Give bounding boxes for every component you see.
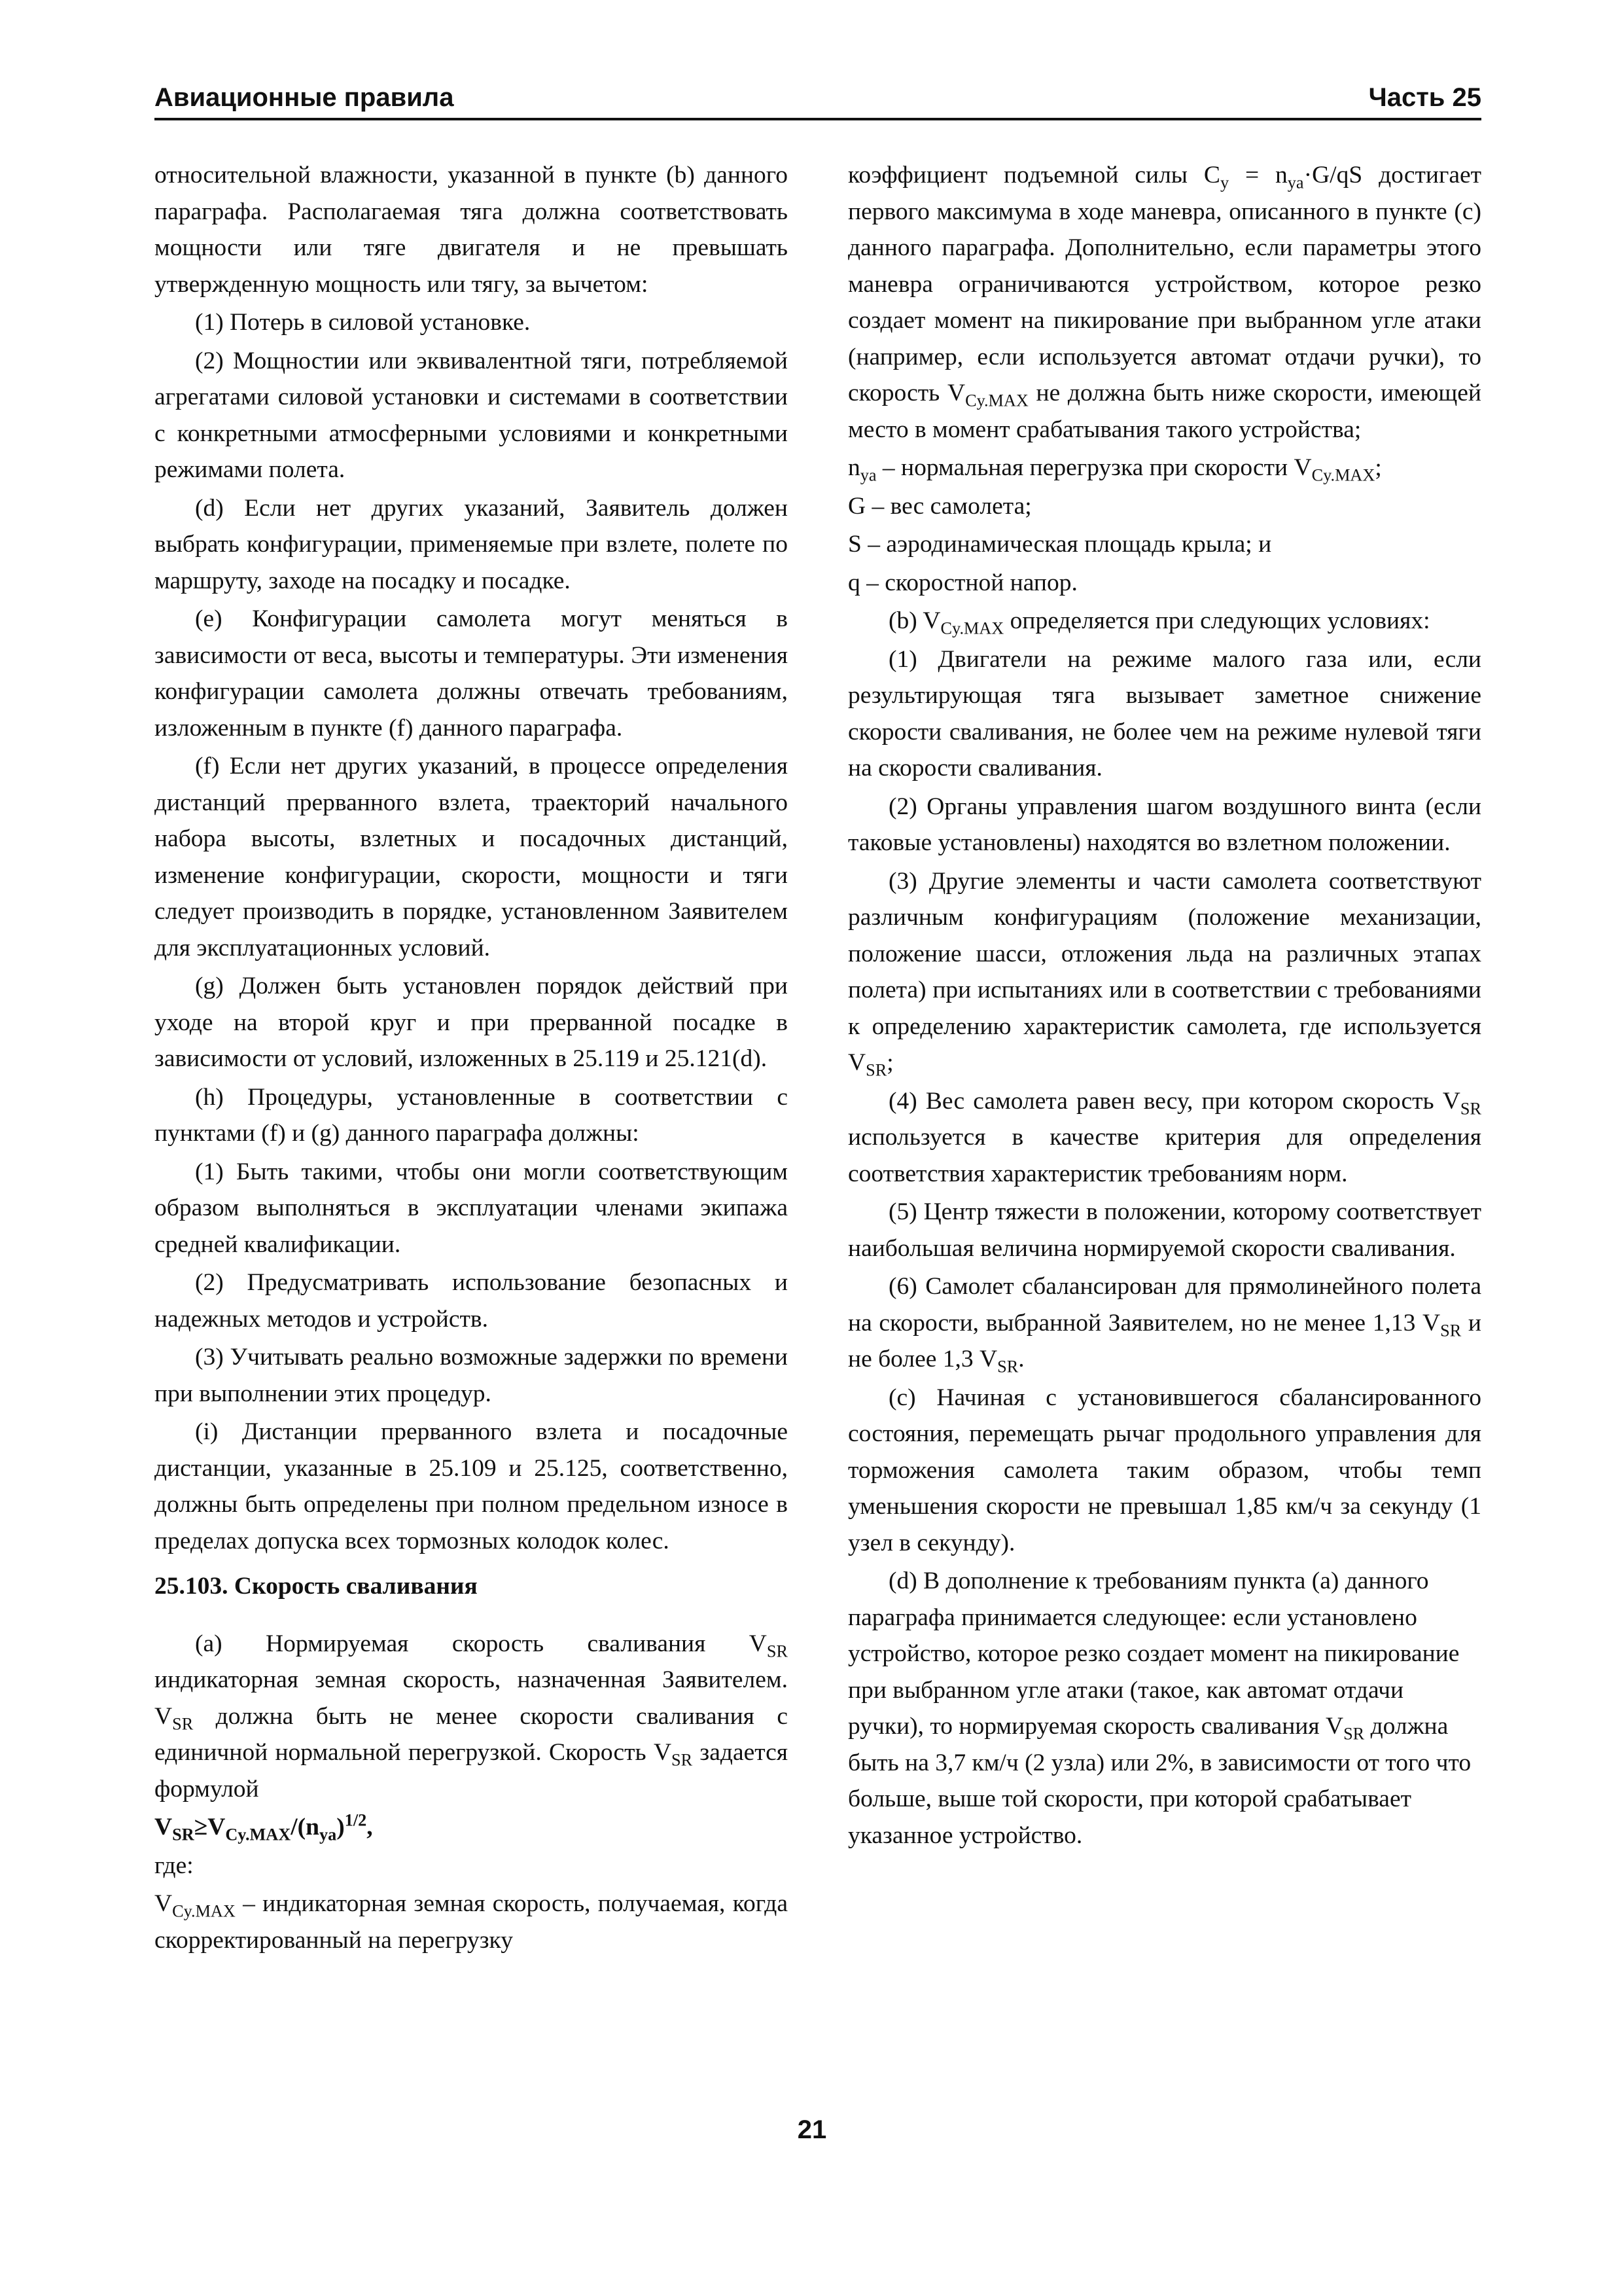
- text-run: (3) Другие элементы и части самолета соответствуют различным конфигурациям (положение механизации, положение шасси, отложения льда на различных этапах полета) при испытаниях или в соответствии с требованиями к определению характеристик самолета, где используется V: [848, 867, 1481, 1076]
- text-run: (a) Нормируемая скорость сваливания V: [195, 1630, 767, 1657]
- text-run: ;: [887, 1049, 894, 1076]
- text-run: ;: [1375, 454, 1382, 481]
- definition-s: S – аэродинамическая площадь крыла; и: [848, 531, 1272, 558]
- text-run: индикаторная земная скорость, назначенная Заявителем. V: [154, 1666, 788, 1730]
- text-run: (6) Самолет сбалансирован для прямолинейного полета на скорости, выбранной Заявителем, но не менее 1,13 V: [848, 1273, 1481, 1336]
- text-run: не должна быть ниже скорости, имеющей место в момент срабатывания такого устройства;: [848, 380, 1482, 443]
- text-run: коэффициент подъемной силы C: [848, 162, 1220, 188]
- subscript: Cy.MAX: [225, 1825, 291, 1844]
- text-run: (b) V: [889, 607, 941, 634]
- text-run: ): [336, 1814, 345, 1840]
- paragraph: (2) Мощностии или эквивалентной тяги, потребляемой агрегатами силовой установки и системами в соответствии с конкретными атмосферными условиями и конкретными режимами полета.: [154, 347, 788, 483]
- subscript: SR: [997, 1357, 1019, 1376]
- subscript: Cy.MAX: [172, 1901, 236, 1921]
- left-column: [154, 157, 788, 1960]
- definition-q: q – скоростной напор.: [848, 569, 1078, 596]
- paragraph: (h) Процедуры, установленные в соответствии с пунктами (f) и (g) данного параграфа должны:: [154, 1083, 788, 1147]
- superscript: 1/2: [344, 1810, 367, 1830]
- subscript: SR: [172, 1714, 194, 1733]
- paragraph: (1) Двигатели на режиме малого газа или, если результирующая тяга вызывает заметное снижение скорости сваливания, не более чем на режиме нулевой тяги на скорости сваливания.: [848, 645, 1481, 781]
- header-title: Авиационные правила: [154, 83, 454, 112]
- right-column: [848, 157, 1481, 1856]
- paragraph: [848, 863, 1481, 1081]
- definition-nya: [848, 450, 1481, 486]
- text-run: задается формулой: [154, 1739, 788, 1803]
- paragraph: (c) Начиная с установившегося сбалансированного состояния, перемещать рычаг продольного управления для торможения самолета таким образом, чтобы темп уменьшения скорости не превышал 1,85 км/ч за секунду (1 узел в секунду).: [848, 1384, 1481, 1556]
- text-run: определяется при следующих условиях:: [1004, 607, 1430, 634]
- paragraph: (g) Должен быть установлен порядок действий при уходе на второй круг и при прерванной посадке в зависимости от условий, изложенных в 25.119 и 25.121(d).: [154, 973, 788, 1072]
- subscript: SR: [172, 1825, 194, 1844]
- definition-g: G – вес самолета;: [848, 492, 1032, 520]
- text-run: – индикаторная земная скорость, получаемая, когда скорректированный на перегрузку: [154, 1890, 788, 1954]
- paragraph: (d) Если нет других указаний, Заявитель должен выбрать конфигурации, применяемые при взлете, полете по маршруту, заходе на посадку и посадке.: [154, 494, 788, 594]
- paragraph: (3) Учитывать реально возможные задержки по времени при выполнении этих процедур.: [154, 1344, 788, 1407]
- paragraph-a: [154, 1626, 788, 1808]
- subscript: SR: [1460, 1099, 1481, 1118]
- text-run: ·G/qS достигает первого максимума в ходе маневра, описанного в пункте (c) данного параграфа. Дополнительно, если параметры этого маневра ограничиваются устройством, которое резко создает момент на пикирование при выбранном угле атаки (например, если используется автомат отдачи ручки), то скорость V: [848, 162, 1482, 406]
- text-run: (4) Вес самолета равен весу, при котором скорость V: [889, 1087, 1460, 1115]
- subscript: Cy.MAX: [1311, 465, 1375, 485]
- paragraph: [848, 1563, 1481, 1854]
- text-run: V: [154, 1890, 173, 1917]
- text-run: = n: [1229, 162, 1288, 188]
- subscript: SR: [1343, 1724, 1365, 1744]
- paragraph: [848, 157, 1481, 448]
- subscript: SR: [866, 1060, 887, 1080]
- paragraph-b: [848, 603, 1481, 639]
- running-header: [154, 77, 1481, 120]
- text-run: /(n: [291, 1814, 319, 1840]
- text-run: .: [1018, 1346, 1025, 1372]
- subscript: SR: [1440, 1321, 1462, 1340]
- text-run: должна быть на 3,7 км/ч (2 узла) или 2%, в зависимости от того что больше, выше той скорости, при которой срабатывает указанное устройство.: [848, 1713, 1472, 1849]
- text-run: – нормальная перегрузка при скорости V: [876, 454, 1312, 481]
- paragraph: относительной влажности, указанной в пункте (b) данного параграфа. Располагаемая тяга должна соответствовать мощности или тяге двигателя и не превышать утвержденную мощность или тягу, за вычетом:: [154, 162, 788, 298]
- subscript: Cy.MAX: [965, 391, 1029, 410]
- text-run: и не более 1,3 V: [848, 1309, 1481, 1372]
- subscript: ya: [1287, 173, 1304, 192]
- text-run: должна быть не менее скорости сваливания с единичной нормальной перегрузкой. Скорость V: [154, 1702, 788, 1766]
- subscript: ya: [319, 1825, 337, 1844]
- subscript: ya: [860, 465, 877, 485]
- paragraph: (5) Центр тяжести в положении, которому соответствует наибольшая величина нормируемой скорости сваливания.: [848, 1198, 1481, 1262]
- text-run: ,: [366, 1814, 373, 1840]
- text-run: n: [848, 454, 860, 481]
- where-label: где:: [154, 1852, 194, 1879]
- header-part: Часть 25: [1368, 83, 1481, 112]
- text-run: V: [154, 1814, 173, 1840]
- subscript: SR: [671, 1750, 693, 1770]
- page-number: 21: [797, 2115, 827, 2144]
- paragraph: (e) Конфигурации самолета могут меняться в зависимости от веса, высоты и температуры. Эти изменения конфигурации самолета должны отвечать требованиям, изложенным в пункте (f) данного параграфа.: [154, 605, 788, 742]
- paragraph: (2) Органы управления шагом воздушного винта (если таковые установлены) находятся во взлетном положении.: [848, 793, 1481, 856]
- paragraph: [848, 1083, 1481, 1193]
- text-run: используется в качестве критерия для определения соответствия характеристик требованиям норм.: [848, 1124, 1481, 1187]
- paragraph: (i) Дистанции прерванного взлета и посадочные дистанции, указанные в 25.109 и 25.125, соответственно, должны быть определены при полном предельном износе в пределах допуска всех тормозных колодок колес.: [154, 1418, 788, 1554]
- paragraph: (2) Предусматривать использование безопасных и надежных методов и устройств.: [154, 1269, 788, 1333]
- text-run: (d) В дополнение к требованиям пункта (а) данного параграфа принимается следующее: если установлено устройство, которое резко создает момент на пикирование при выбранном угле атаки (такое, как автомат отдачи ручки), то нормируемая скорость сваливания V: [848, 1568, 1460, 1740]
- paragraph: (1) Быть такими, чтобы они могли соответствующим образом выполняться в эксплуатации членами экипажа средней квалификации.: [154, 1158, 788, 1258]
- subscript: y: [1220, 173, 1229, 192]
- section-heading: 25.103. Скорость сваливания: [154, 1573, 478, 1600]
- subscript: SR: [766, 1641, 788, 1660]
- formula: [154, 1809, 788, 1846]
- paragraph: (f) Если нет других указаний, в процессе определения дистанций прерванного взлета, траекторий начального набора высоты, взлетных и посадочных дистанций, изменение конфигурации, скорости, мощности и тяги следует производить в порядке, установленном Заявителем для эксплуатационных условий.: [154, 753, 788, 961]
- definition-vcymax: [154, 1886, 788, 1958]
- subscript: Cy.MAX: [940, 619, 1004, 638]
- paragraph: [848, 1268, 1481, 1378]
- paragraph: (1) Потерь в силовой установке.: [195, 309, 531, 336]
- text-run: ≥V: [194, 1814, 226, 1840]
